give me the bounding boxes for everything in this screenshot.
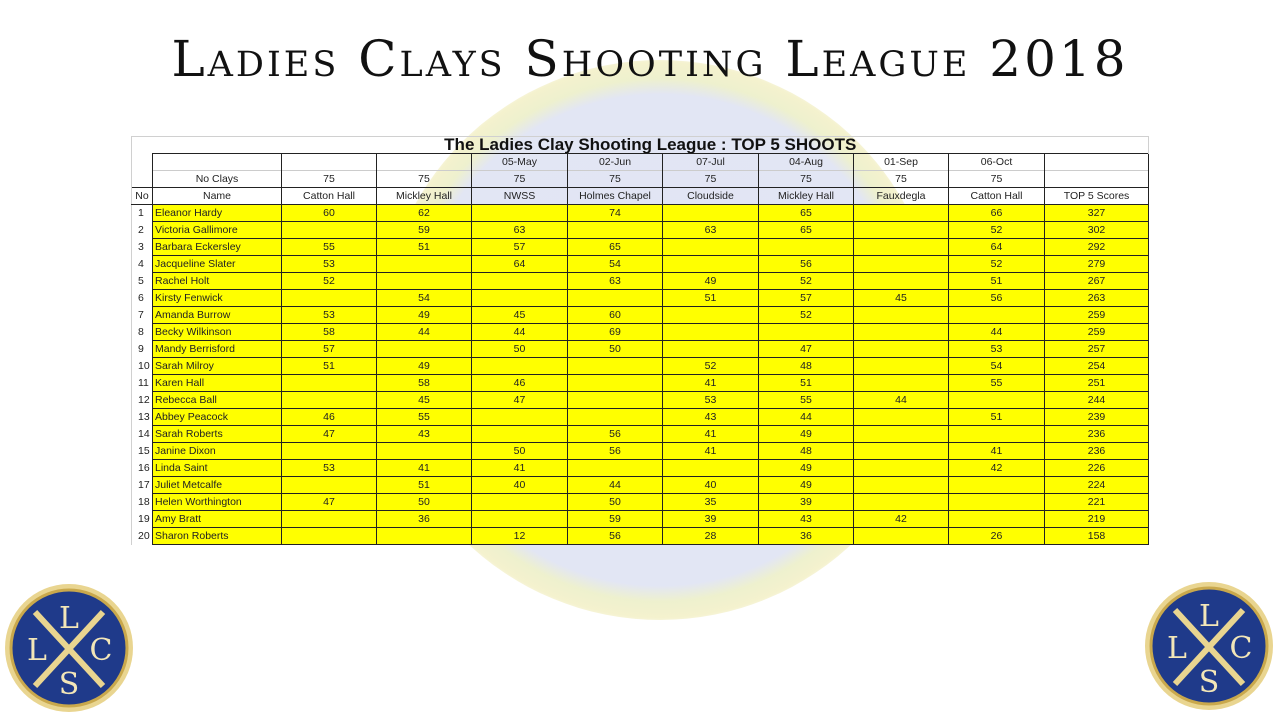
table-row [132, 392, 1149, 409]
score-cell [282, 290, 377, 307]
score-cell: 52 [663, 358, 759, 375]
score-cell [282, 511, 377, 528]
score-cell: 44 [568, 477, 663, 494]
score-cell: 63 [663, 222, 759, 239]
svg-text:C: C [89, 633, 113, 668]
score-cell [854, 307, 949, 324]
score-cell: 36 [377, 511, 472, 528]
score-cell [282, 375, 377, 392]
total-score: 259 [1045, 307, 1149, 324]
score-cell: 56 [568, 426, 663, 443]
lcsl-logo-left [3, 582, 135, 714]
shooter-name: Abbey Peacock [153, 409, 282, 426]
table-row [132, 290, 1149, 307]
clay-count: 75 [282, 171, 377, 188]
table-row [132, 307, 1149, 324]
shoot-date: 07-Jul [663, 154, 759, 171]
svg-text:L: L [27, 633, 47, 668]
score-cell: 65 [759, 222, 854, 239]
corner-cell [132, 137, 153, 154]
blank-cell [132, 171, 153, 188]
score-cell: 62 [377, 205, 472, 222]
score-cell [377, 443, 472, 460]
score-cell [949, 307, 1045, 324]
score-cell [663, 307, 759, 324]
clay-count: 75 [568, 171, 663, 188]
shooter-name: Barbara Eckersley [153, 239, 282, 256]
table-row [132, 324, 1149, 341]
shooter-name: Kirsty Fenwick [153, 290, 282, 307]
score-cell: 54 [377, 290, 472, 307]
table-row [132, 205, 1149, 222]
svg-text:S: S [1198, 665, 1220, 700]
score-cell [949, 477, 1045, 494]
score-cell [854, 324, 949, 341]
score-cell: 51 [377, 477, 472, 494]
score-cell [282, 477, 377, 494]
clay-count: 75 [663, 171, 759, 188]
score-cell [377, 341, 472, 358]
row-number: 11 [132, 375, 153, 392]
table-row [132, 426, 1149, 443]
no-clays-label: No Clays [153, 171, 282, 188]
score-cell [282, 528, 377, 545]
svg-text:L: L [59, 601, 79, 636]
shooter-name: Victoria Gallimore [153, 222, 282, 239]
score-cell: 56 [568, 443, 663, 460]
shooter-name: Amanda Burrow [153, 307, 282, 324]
score-cell: 49 [377, 358, 472, 375]
score-cell: 49 [759, 460, 854, 477]
score-cell [854, 358, 949, 375]
score-cell: 53 [663, 392, 759, 409]
row-number: 4 [132, 256, 153, 273]
score-cell [854, 409, 949, 426]
total-score: 267 [1045, 273, 1149, 290]
score-cell: 49 [663, 273, 759, 290]
score-cell: 52 [949, 256, 1045, 273]
score-cell [472, 511, 568, 528]
venue-header: Mickley Hall [759, 188, 854, 205]
venue-header: Catton Hall [949, 188, 1045, 205]
shoot-date: 01-Sep [854, 154, 949, 171]
score-cell: 35 [663, 494, 759, 511]
row-number: 7 [132, 307, 153, 324]
score-cell [759, 324, 854, 341]
table-row [132, 460, 1149, 477]
score-cell [663, 239, 759, 256]
score-cell: 46 [282, 409, 377, 426]
score-cell: 49 [759, 477, 854, 494]
row-number: 13 [132, 409, 153, 426]
blank-cell [132, 154, 153, 171]
row-number: 12 [132, 392, 153, 409]
score-cell [282, 222, 377, 239]
row-number: 17 [132, 477, 153, 494]
total-score: 236 [1045, 443, 1149, 460]
score-cell [854, 256, 949, 273]
total-score: 244 [1045, 392, 1149, 409]
col-header-name: Name [153, 188, 282, 205]
total-score: 257 [1045, 341, 1149, 358]
table-row [132, 494, 1149, 511]
row-number: 1 [132, 205, 153, 222]
venue-header: Fauxdegla [854, 188, 949, 205]
score-cell [377, 528, 472, 545]
score-cell: 41 [472, 460, 568, 477]
score-cell: 54 [568, 256, 663, 273]
shooter-name: Amy Bratt [153, 511, 282, 528]
venue-header: Cloudside [663, 188, 759, 205]
row-number: 14 [132, 426, 153, 443]
score-cell: 64 [949, 239, 1045, 256]
score-cell: 44 [759, 409, 854, 426]
score-cell [854, 205, 949, 222]
table-row [132, 273, 1149, 290]
row-number: 9 [132, 341, 153, 358]
table-row [132, 477, 1149, 494]
shooter-name: Helen Worthington [153, 494, 282, 511]
col-header-total: TOP 5 Scores [1045, 188, 1149, 205]
score-cell: 55 [949, 375, 1045, 392]
score-cell: 51 [949, 409, 1045, 426]
score-cell: 50 [568, 494, 663, 511]
shooter-name: Sarah Milroy [153, 358, 282, 375]
score-cell: 53 [949, 341, 1045, 358]
score-cell: 45 [854, 290, 949, 307]
score-cell [949, 511, 1045, 528]
table-row [132, 375, 1149, 392]
shooter-name: Sharon Roberts [153, 528, 282, 545]
table-row [132, 358, 1149, 375]
shooter-name: Karen Hall [153, 375, 282, 392]
clay-count: 75 [472, 171, 568, 188]
results-table [131, 136, 1149, 545]
total-score: 327 [1045, 205, 1149, 222]
shoot-date [282, 154, 377, 171]
table-heading: The Ladies Clay Shooting League : TOP 5 SHOOTS [153, 137, 1149, 154]
score-cell: 60 [282, 205, 377, 222]
score-cell: 44 [377, 324, 472, 341]
score-cell: 56 [759, 256, 854, 273]
lcsl-logo-right [1143, 580, 1275, 712]
score-cell: 59 [568, 511, 663, 528]
shooter-name: Jacqueline Slater [153, 256, 282, 273]
score-cell: 39 [759, 494, 854, 511]
score-cell: 41 [663, 443, 759, 460]
score-cell [568, 375, 663, 392]
score-cell: 65 [568, 239, 663, 256]
score-cell: 56 [568, 528, 663, 545]
score-cell: 47 [282, 494, 377, 511]
score-cell: 41 [663, 426, 759, 443]
total-score: 279 [1045, 256, 1149, 273]
score-cell: 55 [759, 392, 854, 409]
table-row [132, 511, 1149, 528]
score-cell [472, 494, 568, 511]
score-cell: 41 [663, 375, 759, 392]
total-score: 251 [1045, 375, 1149, 392]
shooter-name: Rachel Holt [153, 273, 282, 290]
score-cell: 66 [949, 205, 1045, 222]
score-cell [663, 341, 759, 358]
blank-cell [153, 154, 282, 171]
score-cell: 45 [377, 392, 472, 409]
blank-cell [1045, 171, 1149, 188]
score-cell: 47 [472, 392, 568, 409]
total-score: 292 [1045, 239, 1149, 256]
score-cell: 51 [759, 375, 854, 392]
score-cell: 49 [759, 426, 854, 443]
score-cell: 51 [377, 239, 472, 256]
score-cell [472, 205, 568, 222]
score-cell [472, 409, 568, 426]
row-number: 2 [132, 222, 153, 239]
table-row [132, 341, 1149, 358]
row-number: 15 [132, 443, 153, 460]
page-title: Ladies Clays Shooting League 2018 [171, 30, 1129, 88]
score-cell: 43 [759, 511, 854, 528]
clay-count: 75 [759, 171, 854, 188]
score-cell [568, 392, 663, 409]
shoot-date: 04-Aug [759, 154, 854, 171]
score-cell: 69 [568, 324, 663, 341]
score-cell: 50 [472, 443, 568, 460]
score-cell: 57 [759, 290, 854, 307]
svg-text:S: S [58, 667, 80, 702]
score-cell [854, 426, 949, 443]
score-cell: 40 [663, 477, 759, 494]
score-cell: 56 [949, 290, 1045, 307]
row-number: 3 [132, 239, 153, 256]
row-number: 5 [132, 273, 153, 290]
total-score: 254 [1045, 358, 1149, 375]
shooter-name: Eleanor Hardy [153, 205, 282, 222]
row-number: 20 [132, 528, 153, 545]
score-cell [854, 477, 949, 494]
score-cell: 51 [949, 273, 1045, 290]
score-cell [854, 239, 949, 256]
venue-header: NWSS [472, 188, 568, 205]
total-score: 259 [1045, 324, 1149, 341]
total-score: 236 [1045, 426, 1149, 443]
score-cell [568, 290, 663, 307]
score-cell: 52 [759, 307, 854, 324]
row-number: 6 [132, 290, 153, 307]
total-score: 224 [1045, 477, 1149, 494]
score-cell: 59 [377, 222, 472, 239]
score-cell [377, 273, 472, 290]
shoot-date: 05-May [472, 154, 568, 171]
score-cell [472, 426, 568, 443]
row-number: 10 [132, 358, 153, 375]
score-cell [663, 460, 759, 477]
clay-count: 75 [949, 171, 1045, 188]
score-cell: 53 [282, 307, 377, 324]
score-cell: 41 [949, 443, 1045, 460]
score-cell [854, 494, 949, 511]
table-row [132, 528, 1149, 545]
score-cell: 26 [949, 528, 1045, 545]
shooter-name: Linda Saint [153, 460, 282, 477]
table-row [132, 443, 1149, 460]
score-cell: 48 [759, 358, 854, 375]
score-cell: 42 [949, 460, 1045, 477]
total-score: 221 [1045, 494, 1149, 511]
table-row [132, 409, 1149, 426]
score-cell [854, 375, 949, 392]
score-cell [377, 256, 472, 273]
score-cell: 47 [759, 341, 854, 358]
score-cell: 28 [663, 528, 759, 545]
score-cell [949, 392, 1045, 409]
score-cell: 46 [472, 375, 568, 392]
score-cell: 58 [282, 324, 377, 341]
table-row [132, 256, 1149, 273]
score-cell [568, 460, 663, 477]
svg-text:C: C [1229, 631, 1253, 666]
score-cell: 57 [282, 341, 377, 358]
score-cell: 48 [759, 443, 854, 460]
row-number: 18 [132, 494, 153, 511]
score-sheet [131, 136, 1148, 584]
score-cell [949, 426, 1045, 443]
shoot-date: 02-Jun [568, 154, 663, 171]
score-cell [663, 205, 759, 222]
score-cell: 54 [949, 358, 1045, 375]
score-cell [472, 290, 568, 307]
score-cell: 52 [282, 273, 377, 290]
score-cell: 55 [377, 409, 472, 426]
score-cell: 39 [663, 511, 759, 528]
score-cell: 44 [949, 324, 1045, 341]
score-cell [472, 273, 568, 290]
score-cell: 45 [472, 307, 568, 324]
score-cell: 64 [472, 256, 568, 273]
col-header-no: No [132, 188, 153, 205]
score-cell [854, 460, 949, 477]
score-cell [282, 392, 377, 409]
score-cell: 50 [472, 341, 568, 358]
score-cell [568, 222, 663, 239]
score-cell [759, 239, 854, 256]
shoot-date [377, 154, 472, 171]
shooter-name: Juliet Metcalfe [153, 477, 282, 494]
score-cell: 40 [472, 477, 568, 494]
row-number: 19 [132, 511, 153, 528]
score-cell: 36 [759, 528, 854, 545]
score-cell: 42 [854, 511, 949, 528]
total-score: 219 [1045, 511, 1149, 528]
score-cell [282, 443, 377, 460]
score-cell: 55 [282, 239, 377, 256]
score-cell [854, 528, 949, 545]
clay-count: 75 [854, 171, 949, 188]
score-cell: 60 [568, 307, 663, 324]
score-cell [663, 324, 759, 341]
score-cell: 52 [949, 222, 1045, 239]
score-cell: 53 [282, 256, 377, 273]
shoot-date: 06-Oct [949, 154, 1045, 171]
score-cell: 12 [472, 528, 568, 545]
score-cell [949, 494, 1045, 511]
score-cell [854, 341, 949, 358]
score-cell [568, 358, 663, 375]
score-cell: 43 [377, 426, 472, 443]
venue-header: Mickley Hall [377, 188, 472, 205]
score-cell: 65 [759, 205, 854, 222]
score-cell: 57 [472, 239, 568, 256]
score-cell [663, 256, 759, 273]
svg-text:L: L [1167, 631, 1187, 666]
score-cell [568, 409, 663, 426]
total-score: 226 [1045, 460, 1149, 477]
score-cell: 49 [377, 307, 472, 324]
score-cell [854, 222, 949, 239]
shooter-name: Mandy Berrisford [153, 341, 282, 358]
venue-header: Holmes Chapel [568, 188, 663, 205]
svg-text:L: L [1199, 599, 1219, 634]
shooter-name: Janine Dixon [153, 443, 282, 460]
shooter-name: Sarah Roberts [153, 426, 282, 443]
score-cell: 41 [377, 460, 472, 477]
shooter-name: Rebecca Ball [153, 392, 282, 409]
score-cell: 47 [282, 426, 377, 443]
table-row [132, 222, 1149, 239]
total-score: 239 [1045, 409, 1149, 426]
score-cell: 43 [663, 409, 759, 426]
blank-cell [1045, 154, 1149, 171]
score-cell: 63 [472, 222, 568, 239]
row-number: 16 [132, 460, 153, 477]
score-cell: 51 [282, 358, 377, 375]
total-score: 158 [1045, 528, 1149, 545]
table-row [132, 239, 1149, 256]
score-cell [854, 273, 949, 290]
score-cell: 74 [568, 205, 663, 222]
score-cell [854, 443, 949, 460]
clay-count: 75 [377, 171, 472, 188]
shooter-name: Becky Wilkinson [153, 324, 282, 341]
score-cell: 52 [759, 273, 854, 290]
score-cell: 50 [377, 494, 472, 511]
total-score: 302 [1045, 222, 1149, 239]
row-number: 8 [132, 324, 153, 341]
score-cell: 44 [854, 392, 949, 409]
total-score: 263 [1045, 290, 1149, 307]
score-cell: 44 [472, 324, 568, 341]
score-cell: 50 [568, 341, 663, 358]
venue-header: Catton Hall [282, 188, 377, 205]
score-cell: 63 [568, 273, 663, 290]
score-cell: 51 [663, 290, 759, 307]
score-cell [472, 358, 568, 375]
score-cell: 53 [282, 460, 377, 477]
score-cell: 58 [377, 375, 472, 392]
